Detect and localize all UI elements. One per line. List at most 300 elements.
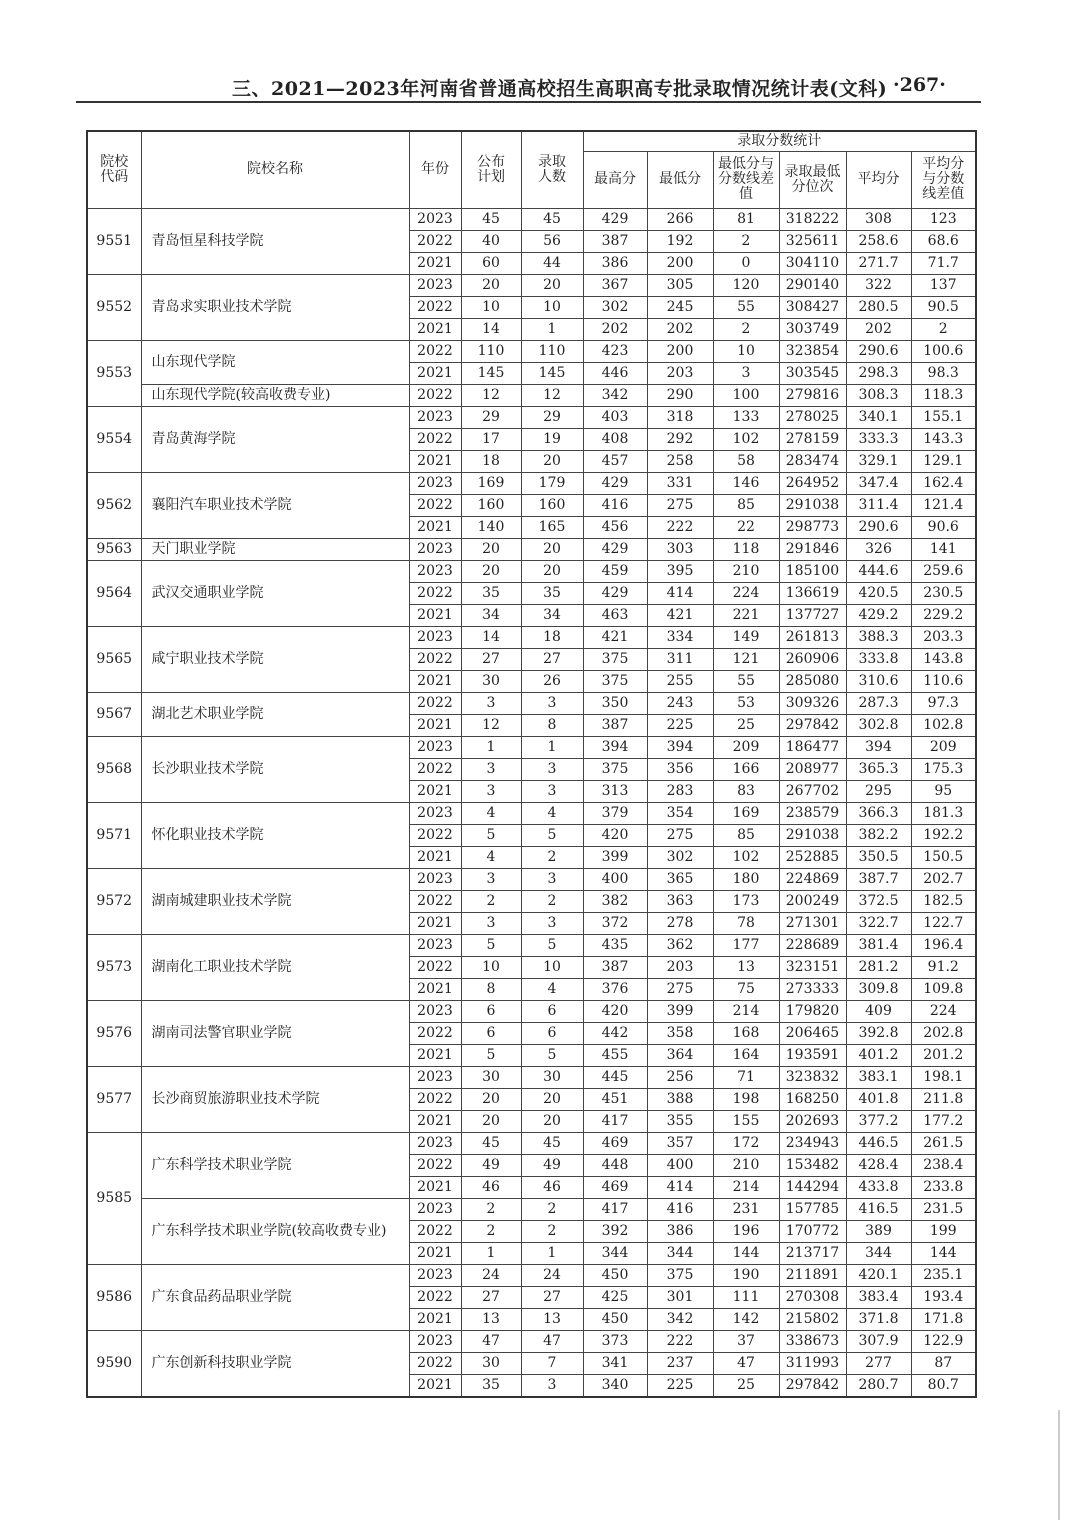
cell-plan: 46 [461,1176,521,1198]
cell-max: 375 [583,670,647,692]
cell-min: 192 [647,230,713,252]
cell-min-diff: 3 [713,362,779,384]
school-code: 9567 [87,692,141,736]
school-name: 怀化职业技术学院 [141,802,409,868]
cell-min-diff: 144 [713,1242,779,1264]
table-body [87,208,976,1397]
cell-min-diff: 149 [713,626,779,648]
cell-avg: 329.1 [846,450,911,472]
cell-min-rank: 297842 [779,1374,846,1397]
cell-min-rank: 285080 [779,670,846,692]
school-code: 9554 [87,406,141,472]
cell-min: 275 [647,494,713,516]
school-code: 9563 [87,538,141,560]
table-row [87,736,976,758]
cell-avg-diff: 233.8 [911,1176,976,1198]
cell-max: 399 [583,846,647,868]
cell-max: 342 [583,384,647,406]
cell-min-rank: 224869 [779,868,846,890]
cell-avg: 401.8 [846,1088,911,1110]
cell-min: 303 [647,538,713,560]
cell-min-rank: 338673 [779,1330,846,1352]
cell-max: 202 [583,318,647,340]
cell-plan: 3 [461,692,521,714]
cell-min-diff: 102 [713,846,779,868]
table-row [87,538,976,560]
cell-avg-diff: 80.7 [911,1374,976,1397]
cell-admitted: 3 [521,868,583,890]
cell-min-diff: 0 [713,252,779,274]
cell-admitted: 44 [521,252,583,274]
cell-admitted: 1 [521,1242,583,1264]
cell-min-diff: 169 [713,802,779,824]
cell-year: 2023 [409,560,461,582]
cell-plan: 145 [461,362,521,384]
cell-year: 2022 [409,890,461,912]
cell-avg: 394 [846,736,911,758]
cell-avg: 280.5 [846,296,911,318]
cell-min-diff: 85 [713,824,779,846]
cell-min-diff: 37 [713,1330,779,1352]
table-row [87,802,976,824]
cell-min: 358 [647,1022,713,1044]
cell-plan: 6 [461,1000,521,1022]
cell-max: 400 [583,868,647,890]
cell-year: 2021 [409,846,461,868]
cell-plan: 8 [461,978,521,1000]
cell-min-rank: 270308 [779,1286,846,1308]
cell-admitted: 2 [521,890,583,912]
cell-min-diff: 198 [713,1088,779,1110]
cell-year: 2023 [409,208,461,230]
cell-min-rank: 323151 [779,956,846,978]
cell-min: 399 [647,1000,713,1022]
cell-avg-diff: 110.6 [911,670,976,692]
cell-min: 357 [647,1132,713,1154]
cell-year: 2022 [409,1022,461,1044]
cell-min-diff: 55 [713,296,779,318]
cell-min-rank: 323832 [779,1066,846,1088]
cell-year: 2023 [409,802,461,824]
cell-max: 420 [583,824,647,846]
cell-min-diff: 13 [713,956,779,978]
cell-year: 2021 [409,780,461,802]
school-name: 湖南化工职业技术学院 [141,934,409,1000]
cell-plan: 30 [461,670,521,692]
cell-plan: 27 [461,648,521,670]
cell-max: 403 [583,406,647,428]
cell-max: 450 [583,1308,647,1330]
cell-avg-diff: 121.4 [911,494,976,516]
cell-plan: 160 [461,494,521,516]
cell-avg-diff: 202.8 [911,1022,976,1044]
cell-year: 2021 [409,1242,461,1264]
cell-year: 2022 [409,230,461,252]
cell-year: 2023 [409,1066,461,1088]
cell-avg-diff: 175.3 [911,758,976,780]
cell-max: 446 [583,362,647,384]
cell-max: 455 [583,1044,647,1066]
cell-min-diff: 142 [713,1308,779,1330]
cell-min-rank: 291846 [779,538,846,560]
cell-admitted: 20 [521,560,583,582]
cell-min-rank: 278025 [779,406,846,428]
cell-max: 375 [583,648,647,670]
cell-min-rank: 208977 [779,758,846,780]
cell-plan: 24 [461,1264,521,1286]
cell-max: 420 [583,1000,647,1022]
cell-plan: 20 [461,538,521,560]
cell-min: 245 [647,296,713,318]
cell-admitted: 20 [521,274,583,296]
table-row [87,274,976,296]
cell-avg: 307.9 [846,1330,911,1352]
school-code: 9565 [87,626,141,692]
cell-year: 2022 [409,384,461,406]
table-row [87,626,976,648]
cell-avg-diff: 193.4 [911,1286,976,1308]
cell-avg: 401.2 [846,1044,911,1066]
cell-avg-diff: 102.8 [911,714,976,736]
cell-plan: 169 [461,472,521,494]
cell-avg-diff: 231.5 [911,1198,976,1220]
cell-min-rank: 252885 [779,846,846,868]
cell-min: 292 [647,428,713,450]
cell-avg-diff: 137 [911,274,976,296]
cell-max: 469 [583,1132,647,1154]
cell-min-rank: 271301 [779,912,846,934]
cell-admitted: 5 [521,1044,583,1066]
cell-max: 417 [583,1110,647,1132]
cell-year: 2022 [409,1154,461,1176]
school-code: 9573 [87,934,141,1000]
cell-plan: 3 [461,758,521,780]
cell-avg: 428.4 [846,1154,911,1176]
cell-min-rank: 323854 [779,340,846,362]
cell-min-rank: 308427 [779,296,846,318]
cell-max: 429 [583,208,647,230]
table-row [87,692,976,714]
cell-min-diff: 180 [713,868,779,890]
cell-min: 283 [647,780,713,802]
cell-year: 2021 [409,1110,461,1132]
cell-min: 355 [647,1110,713,1132]
cell-avg: 420.1 [846,1264,911,1286]
cell-avg-diff: 238.4 [911,1154,976,1176]
school-code: 9571 [87,802,141,868]
cell-admitted: 2 [521,846,583,868]
cell-avg-diff: 224 [911,1000,976,1022]
cell-avg: 429.2 [846,604,911,626]
table-row [87,1198,976,1220]
cell-max: 416 [583,494,647,516]
cell-min: 258 [647,450,713,472]
cell-avg: 311.4 [846,494,911,516]
cell-min-diff: 214 [713,1176,779,1198]
cell-avg-diff: 211.8 [911,1088,976,1110]
cell-plan: 45 [461,208,521,230]
cell-plan: 6 [461,1022,521,1044]
table-row [87,208,976,230]
school-name: 广东科学技术职业学院 [141,1132,409,1198]
cell-min: 414 [647,1176,713,1198]
cell-year: 2022 [409,582,461,604]
cell-min-rank: 298773 [779,516,846,538]
cell-plan: 2 [461,1198,521,1220]
cell-avg-diff: 95 [911,780,976,802]
cell-avg: 382.2 [846,824,911,846]
cell-min-rank: 291038 [779,494,846,516]
cell-year: 2021 [409,362,461,384]
cell-avg-diff: 144 [911,1242,976,1264]
cell-min: 311 [647,648,713,670]
cell-avg-diff: 177.2 [911,1110,976,1132]
cell-min: 395 [647,560,713,582]
cell-year: 2021 [409,912,461,934]
table-row [87,1330,976,1352]
cell-year: 2022 [409,692,461,714]
cell-year: 2021 [409,318,461,340]
header-year: 年份 [409,131,461,208]
cell-avg-diff: 229.2 [911,604,976,626]
cell-avg: 308 [846,208,911,230]
cell-avg-diff: 98.3 [911,362,976,384]
cell-min: 200 [647,340,713,362]
cell-admitted: 30 [521,1066,583,1088]
cell-avg: 366.3 [846,802,911,824]
cell-min-diff: 172 [713,1132,779,1154]
cell-admitted: 12 [521,384,583,406]
cell-avg-diff: 87 [911,1352,976,1374]
cell-avg-diff: 141 [911,538,976,560]
cell-min-diff: 166 [713,758,779,780]
cell-plan: 49 [461,1154,521,1176]
cell-plan: 17 [461,428,521,450]
cell-min-diff: 2 [713,230,779,252]
cell-min-diff: 155 [713,1110,779,1132]
cell-max: 387 [583,230,647,252]
school-code: 9568 [87,736,141,802]
cell-admitted: 45 [521,1132,583,1154]
cell-max: 340 [583,1374,647,1397]
school-name: 长沙商贸旅游职业技术学院 [141,1066,409,1132]
header-avg-diff: 平均分与分数线差值 [911,151,976,208]
cell-avg: 377.2 [846,1110,911,1132]
cell-avg: 333.8 [846,648,911,670]
cell-min-diff: 121 [713,648,779,670]
cell-admitted: 10 [521,296,583,318]
cell-admitted: 6 [521,1000,583,1022]
cell-min: 202 [647,318,713,340]
cell-max: 373 [583,1330,647,1352]
cell-admitted: 13 [521,1308,583,1330]
cell-plan: 47 [461,1330,521,1352]
header-avg: 平均分 [846,151,911,208]
cell-max: 372 [583,912,647,934]
cell-year: 2022 [409,1352,461,1374]
cell-admitted: 3 [521,692,583,714]
cell-min: 222 [647,1330,713,1352]
cell-plan: 60 [461,252,521,274]
cell-plan: 35 [461,1374,521,1397]
cell-plan: 4 [461,846,521,868]
school-code: 9552 [87,274,141,340]
cell-avg-diff: 150.5 [911,846,976,868]
cell-avg-diff: 118.3 [911,384,976,406]
cell-min: 400 [647,1154,713,1176]
cell-min: 394 [647,736,713,758]
cell-avg: 302.8 [846,714,911,736]
school-name: 湖北艺术职业学院 [141,692,409,736]
cell-admitted: 179 [521,472,583,494]
school-name: 青岛求实职业技术学院 [141,274,409,340]
cell-min-rank: 234943 [779,1132,846,1154]
cell-plan: 13 [461,1308,521,1330]
cell-min: 222 [647,516,713,538]
cell-min-rank: 228689 [779,934,846,956]
cell-min-diff: 75 [713,978,779,1000]
cell-min: 344 [647,1242,713,1264]
school-name: 长沙职业技术学院 [141,736,409,802]
school-name: 襄阳汽车职业技术学院 [141,472,409,538]
cell-avg: 347.4 [846,472,911,494]
cell-admitted: 10 [521,956,583,978]
cell-year: 2022 [409,956,461,978]
cell-plan: 12 [461,384,521,406]
cell-avg-diff: 122.7 [911,912,976,934]
cell-admitted: 6 [521,1022,583,1044]
cell-max: 417 [583,1198,647,1220]
cell-avg-diff: 171.8 [911,1308,976,1330]
cell-min-diff: 102 [713,428,779,450]
cell-min: 302 [647,846,713,868]
cell-year: 2021 [409,1308,461,1330]
cell-year: 2022 [409,428,461,450]
cell-plan: 14 [461,626,521,648]
cell-year: 2021 [409,1374,461,1397]
cell-admitted: 3 [521,912,583,934]
cell-min-rank: 267702 [779,780,846,802]
cell-max: 425 [583,1286,647,1308]
cell-min: 354 [647,802,713,824]
cell-min: 266 [647,208,713,230]
cell-avg: 340.1 [846,406,911,428]
cell-avg-diff: 123 [911,208,976,230]
cell-max: 450 [583,1264,647,1286]
cell-plan: 140 [461,516,521,538]
cell-plan: 27 [461,1286,521,1308]
cell-admitted: 3 [521,1374,583,1397]
cell-avg: 392.8 [846,1022,911,1044]
cell-min-diff: 214 [713,1000,779,1022]
cell-max: 392 [583,1220,647,1242]
cell-min-rank: 264952 [779,472,846,494]
cell-avg-diff: 198.1 [911,1066,976,1088]
cell-min-rank: 260906 [779,648,846,670]
cell-min: 256 [647,1066,713,1088]
cell-plan: 20 [461,1110,521,1132]
cell-min-diff: 25 [713,1374,779,1397]
cell-admitted: 46 [521,1176,583,1198]
school-name: 天门职业学院 [141,538,409,560]
cell-min-diff: 100 [713,384,779,406]
cell-min: 363 [647,890,713,912]
cell-avg-diff: 230.5 [911,582,976,604]
cell-plan: 2 [461,1220,521,1242]
cell-min-diff: 164 [713,1044,779,1066]
cell-avg-diff: 203.3 [911,626,976,648]
cell-min: 365 [647,868,713,890]
cell-year: 2023 [409,934,461,956]
cell-avg-diff: 235.1 [911,1264,976,1286]
cell-admitted: 2 [521,1220,583,1242]
cell-min-diff: 173 [713,890,779,912]
cell-avg-diff: 71.7 [911,252,976,274]
cell-plan: 10 [461,956,521,978]
cell-avg: 365.3 [846,758,911,780]
cell-admitted: 45 [521,208,583,230]
cell-avg: 290.6 [846,340,911,362]
cell-min-rank: 303749 [779,318,846,340]
header-stats-group: 录取分数统计 [583,131,976,151]
cell-min-diff: 2 [713,318,779,340]
cell-min-diff: 120 [713,274,779,296]
cell-min: 388 [647,1088,713,1110]
cell-admitted: 20 [521,1088,583,1110]
table-row [87,560,976,582]
table-row [87,406,976,428]
page-number: ·267· [893,74,946,96]
cell-admitted: 3 [521,758,583,780]
cell-min-diff: 168 [713,1022,779,1044]
admission-stats-table [86,130,977,1398]
cell-avg-diff: 2 [911,318,976,340]
cell-min-diff: 210 [713,1154,779,1176]
cell-min-diff: 210 [713,560,779,582]
cell-avg-diff: 91.2 [911,956,976,978]
cell-avg: 344 [846,1242,911,1264]
cell-year: 2022 [409,648,461,670]
cell-min-diff: 55 [713,670,779,692]
cell-plan: 10 [461,296,521,318]
cell-year: 2021 [409,978,461,1000]
cell-year: 2021 [409,1176,461,1198]
cell-avg-diff: 143.3 [911,428,976,450]
cell-max: 386 [583,252,647,274]
cell-avg: 290.6 [846,516,911,538]
cell-year: 2022 [409,1220,461,1242]
cell-min-diff: 71 [713,1066,779,1088]
table-row [87,868,976,890]
cell-min-rank: 291038 [779,824,846,846]
school-name: 山东现代学院(较高收费专业) [141,384,409,406]
school-name: 咸宁职业技术学院 [141,626,409,692]
cell-year: 2021 [409,252,461,274]
school-name: 青岛恒星科技学院 [141,208,409,274]
cell-max: 442 [583,1022,647,1044]
cell-avg: 372.5 [846,890,911,912]
cell-min: 356 [647,758,713,780]
cell-min-diff: 85 [713,494,779,516]
cell-min-rank: 170772 [779,1220,846,1242]
cell-max: 435 [583,934,647,956]
cell-min: 290 [647,384,713,406]
cell-plan: 5 [461,934,521,956]
cell-plan: 34 [461,604,521,626]
cell-avg: 322.7 [846,912,911,934]
cell-min-rank: 278159 [779,428,846,450]
cell-admitted: 49 [521,1154,583,1176]
